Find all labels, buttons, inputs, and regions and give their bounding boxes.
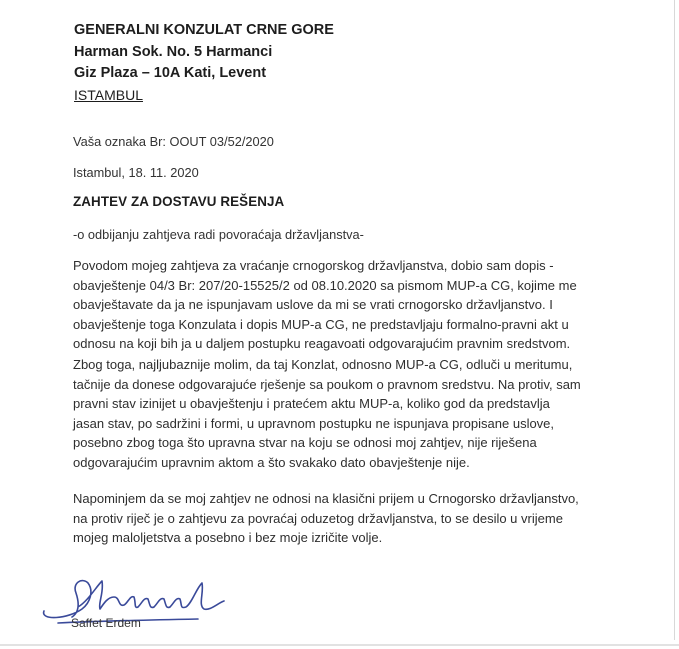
place-date: Istambul, 18. 11. 2020 xyxy=(73,165,199,180)
recipient-address xyxy=(74,20,334,106)
reference-number: Vaša oznaka Br: OOUT 03/52/2020 xyxy=(73,134,274,149)
paragraph-1-line: obavještavate da ja ne ispunjavam uslove da mi se vrati crnogorsko državljanstvo. I xyxy=(73,297,553,312)
paragraph-1 xyxy=(73,256,613,354)
paragraph-1-line: obavještenje 04/3 Br: 207/20-15525/2 od 08.10.2020 sa pismom MUP-a CG, kojime me xyxy=(73,277,577,293)
paragraph-2-line: posebno zbog toga što upravna stvar na koju se odnosi moj zahtjev, nije riješena xyxy=(73,435,537,450)
paragraph-2-line: jasan stav, po sadržini i formi, u upravnom postupku ne ispunjava propisane uslove, xyxy=(73,415,555,431)
page-edge-bottom xyxy=(0,644,679,646)
signatory-name: Saffet Erdem xyxy=(71,616,141,630)
recipient-line-3: Giz Plaza – 10A Kati, Levent xyxy=(74,65,267,81)
recipient-line-2: Harman Sok. No. 5 Harmanci xyxy=(74,43,273,60)
paragraph-2-line: pravni stav izinijet u obavještenju i pratećem aktu MUP-a, koliko god da predstavlja xyxy=(73,396,550,411)
paragraph-2 xyxy=(73,355,613,472)
paragraph-3-line: na protiv riječ je o zahtjevu za povraćaj oduzetog državljanstva, to se desilo u vrijeme xyxy=(73,510,563,526)
letter-subtitle: -o odbijanju zahtjeva radi povoraćaja državljanstva- xyxy=(73,227,364,242)
recipient-city: ISTAMBUL xyxy=(74,86,143,103)
page-edge-right xyxy=(674,0,675,640)
paragraph-2-line: Zbog toga, najljubaznije molim, da taj Konzlat, odnosno MUP-a CG, odluči u meritumu, xyxy=(73,357,573,372)
recipient-line-1: GENERALNI KONZULAT CRNE GORE xyxy=(74,22,334,38)
paragraph-3-line: Napominjem da se moj zahtjev ne odnosi na klasični prijem u Crnogorsko državljanstvo, xyxy=(73,491,579,506)
paragraph-2-line: tačnije da donese odgovarajuće rješenje sa poukom o pravnom sredstvu. Na protiv, sam xyxy=(73,376,581,392)
paragraph-1-line: odnosu na koji bih ja u daljem postupku reagavoati odgovarajućim pravnim sredstvom. xyxy=(73,336,571,351)
paragraph-1-line: obavještenje toga Konzulata i dopis MUP-a CG, ne predstavljaju formalno-pravni akt u xyxy=(73,316,569,332)
paragraph-1-line: Povodom mojeg zahtjeva za vraćanje crnogorskog državljanstva, dobio sam dopis - xyxy=(73,258,554,273)
paragraph-3 xyxy=(73,489,613,548)
paragraph-2-line: odgovarajućim upravnim aktom a što svakako dato obavještenje nije. xyxy=(73,454,470,470)
paragraph-3-line: mojeg maloljetstva a posebno i bez moje izričite volje. xyxy=(73,530,383,545)
letter-title: ZAHTEV ZA DOSTAVU REŠENJA xyxy=(73,194,285,209)
